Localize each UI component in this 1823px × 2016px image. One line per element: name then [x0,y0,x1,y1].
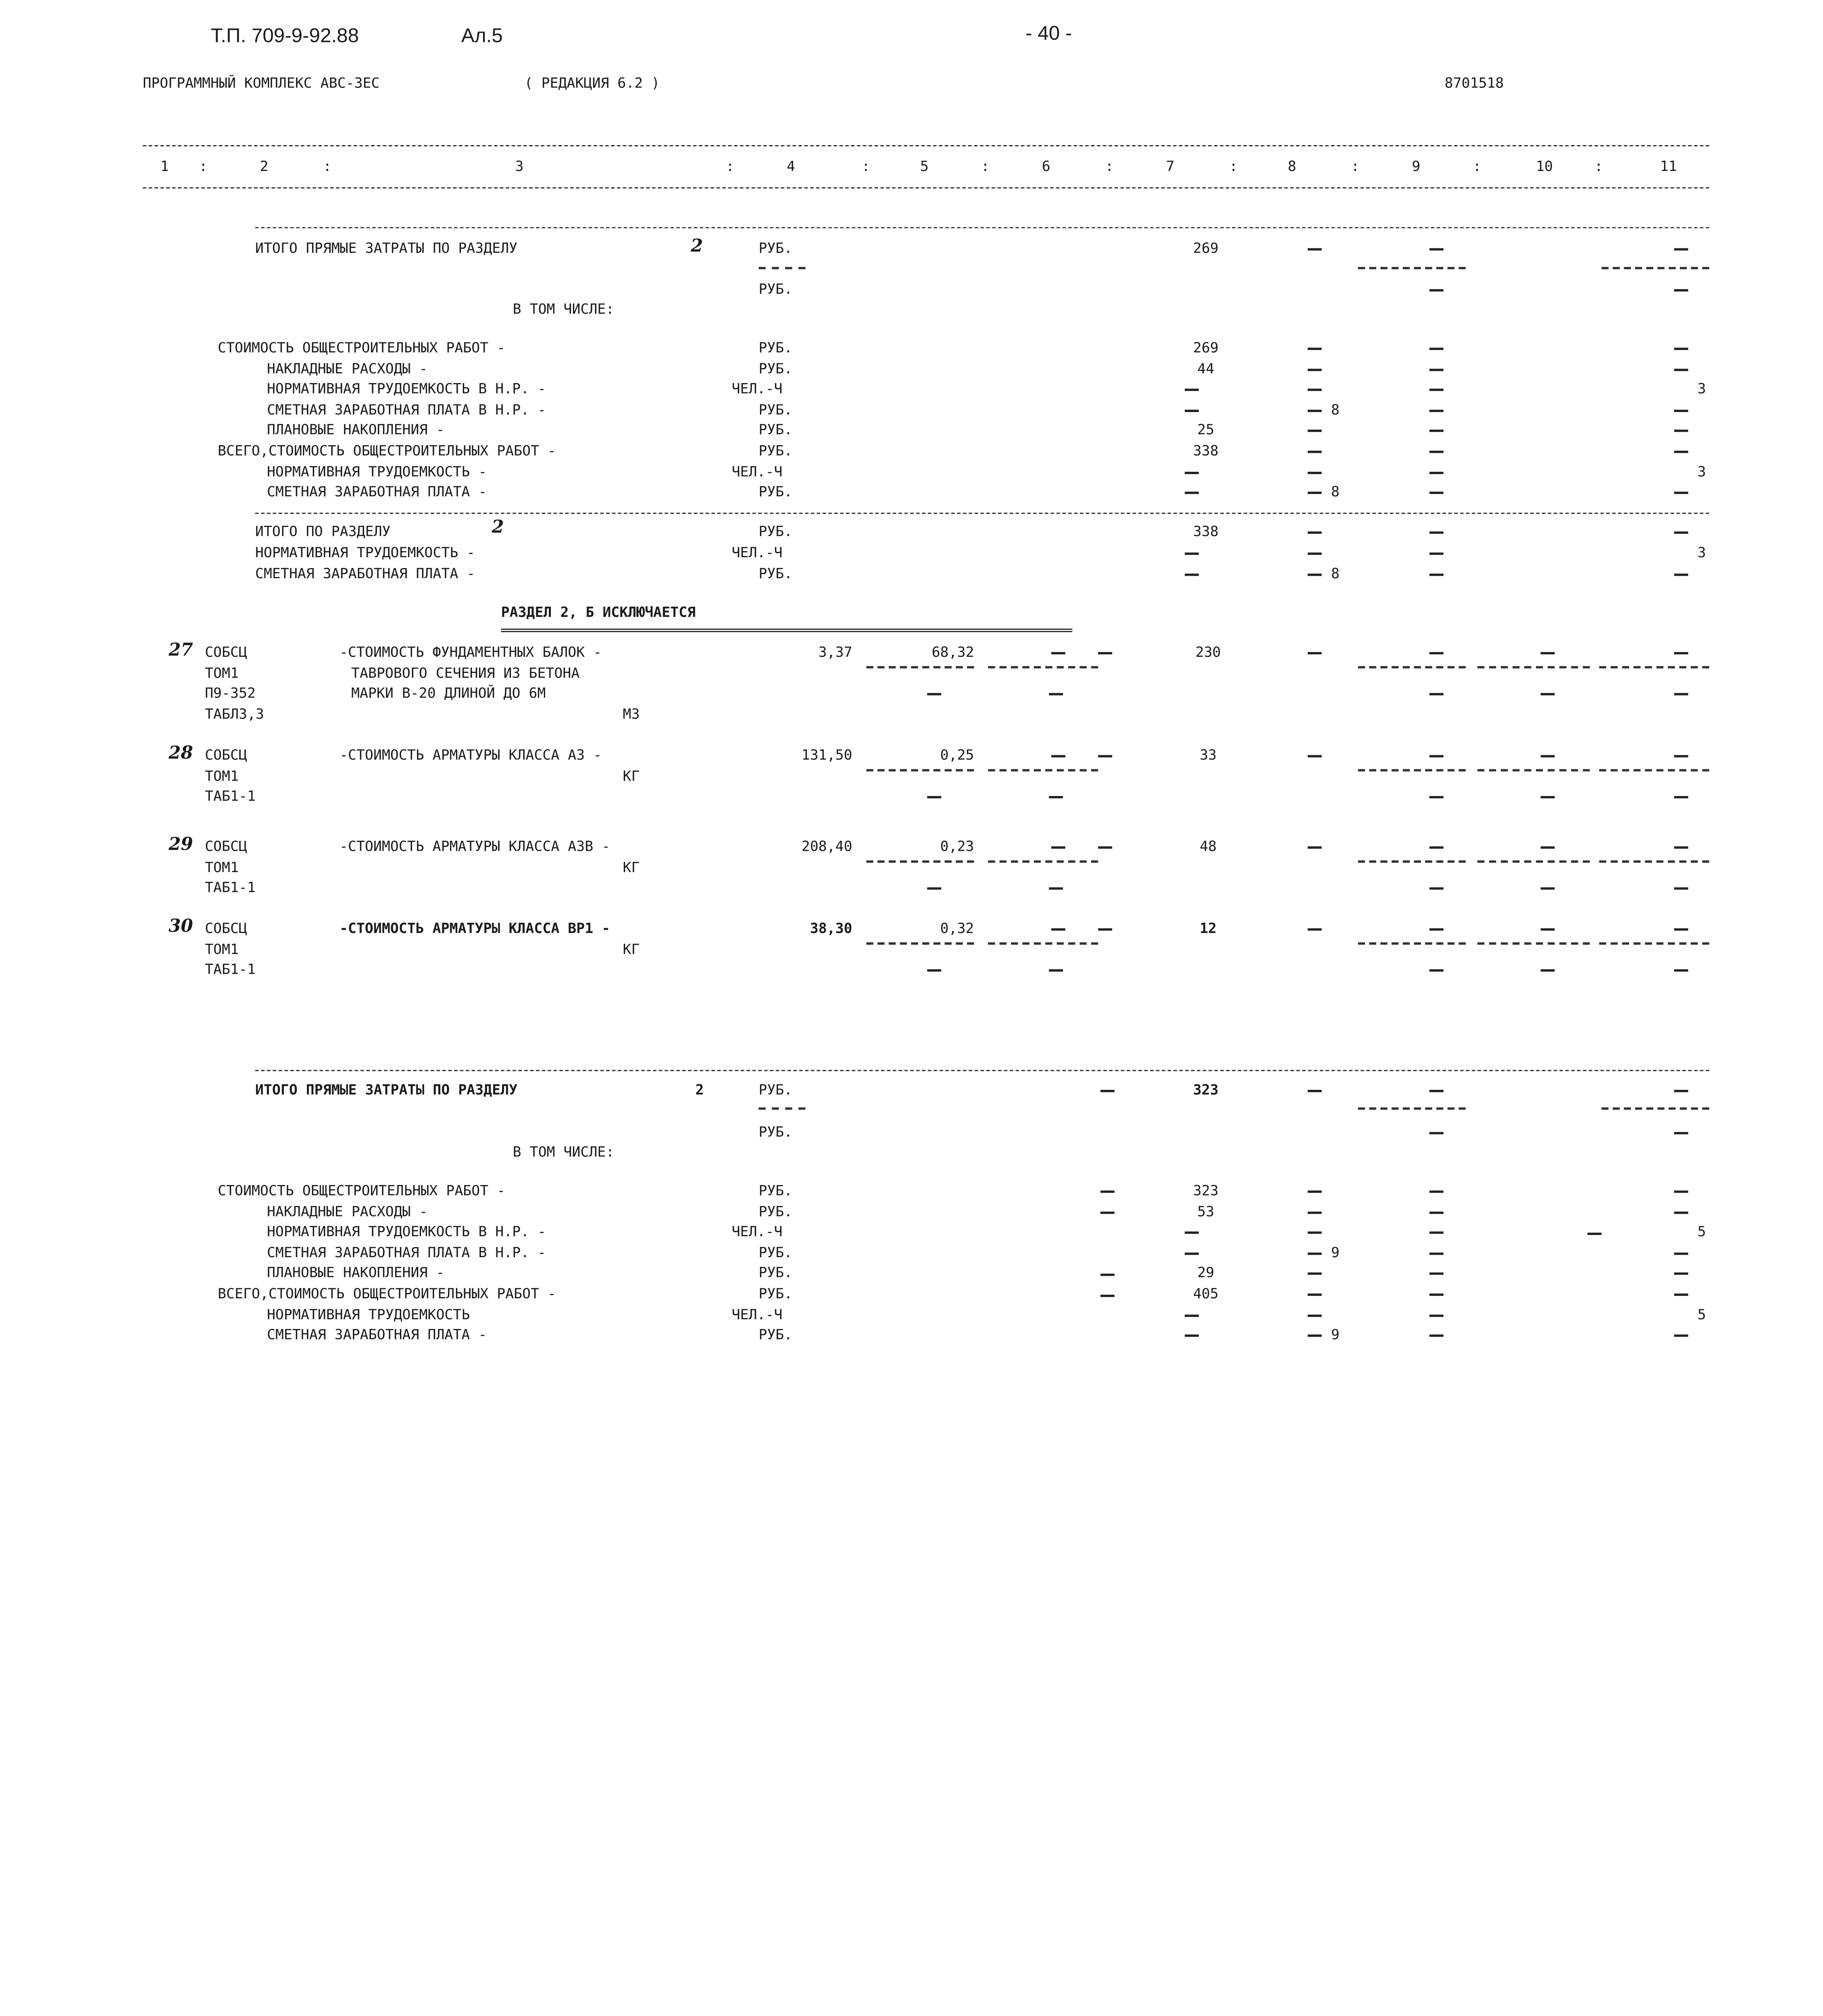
block2-top-rule [255,1070,1709,1071]
block1-top-rule [255,227,1709,228]
dash-mark [1049,796,1063,798]
summary-row-col7: 44 [1197,360,1215,377]
dash-mark [1674,368,1688,371]
underline-seg [866,769,974,771]
dash-mark [1429,1273,1444,1275]
dash-mark [1051,652,1065,654]
column-separator: : [199,158,208,175]
dash-mark [1674,1252,1688,1255]
program-label: ПРОГРАММНЫЙ КОМПЛЕКС АВС-3ЕС [143,75,380,92]
summary-row-col7: 323 [1193,1182,1219,1199]
item-desc-line: -СТОИМОСТЬ АРМАТУРЫ КЛАССА А3В - [339,838,610,855]
dash-mark [1308,1090,1322,1092]
item-code-line: ТАБ1-1 [205,961,256,978]
header-bottom-rule [143,187,1709,189]
dash-mark [1429,1191,1444,1193]
itogo-unit: РУБ. [758,523,793,540]
dash-mark [1185,574,1199,576]
dash-mark [927,693,941,696]
item-code-line: ТОМ1 [205,941,239,957]
underline-seg [1358,860,1466,863]
underline-seg [1599,666,1709,669]
album-label: Ал.5 [461,24,503,47]
dash-mark [1429,531,1444,534]
underline-seg [988,769,1098,771]
dash-mark [1429,1252,1444,1255]
dash-mark [1308,574,1322,576]
underline-seg [988,666,1098,669]
dash-mark [1541,693,1555,696]
itogo-zp-val: 8 [1331,565,1340,582]
underline-seg [1599,942,1709,945]
summary-row-label: СМЕТНАЯ ЗАРАБОТНАЯ ПЛАТА - [267,483,487,500]
dash-mark [1429,552,1444,555]
summary-row-unit: РУБ. [758,442,793,459]
dash-mark [1541,887,1555,890]
dash-mark [1429,471,1444,474]
dash-mark [1541,928,1555,931]
dash-mark [1100,1212,1115,1214]
item-code-line: СОБСЦ [205,644,247,660]
underline-seg [1599,769,1709,771]
dash-mark [1674,693,1688,696]
item-number: 29 [169,833,193,855]
summary-row-col8: 9 [1331,1326,1340,1343]
block1-title-unit: РУБ. [758,240,793,256]
item-code-line: СОБСЦ [205,920,247,937]
dash-mark [1049,969,1063,972]
dash-mark [1185,492,1199,494]
dash-mark [1429,1132,1444,1134]
itogo-label: ИТОГО ПО РАЗДЕЛУ [255,523,391,540]
dash-mark [1308,451,1322,453]
dash-mark [1674,1191,1688,1193]
dash-mark [1588,1233,1602,1235]
block2-section-num: 2 [695,1081,704,1098]
item-number: 27 [169,639,193,660]
dash-mark [1429,430,1444,433]
underline-seg [1477,666,1590,669]
block2-title-unit2: РУБ. [758,1124,793,1140]
block2-title-unit: РУБ. [758,1081,793,1098]
summary-row-label: НАКЛАДНЫЕ РАСХОДЫ - [267,1203,428,1220]
summary-row-label: ВСЕГО,СТОИМОСТЬ ОБЩЕСТРОИТЕЛЬНЫХ РАБОТ - [218,1285,556,1302]
item-unit-price: 0,25 [940,747,974,763]
itogo-trud-label: НОРМАТИВНАЯ ТРУДОЕМКОСТЬ - [255,544,475,561]
dash-mark [1541,846,1555,849]
dash-mark [1429,1293,1444,1296]
summary-row-col8: 8 [1331,483,1340,500]
summary-row-col7: 53 [1197,1203,1215,1220]
dash-mark [1674,796,1688,798]
item-quantity: 3,37 [818,644,852,660]
block2-v-tom-chisle: В ТОМ ЧИСЛЕ: [513,1143,615,1160]
column-number-1: 1 [160,158,169,175]
dash-mark [1429,652,1444,654]
dash-mark [1098,755,1112,758]
dash-mark [1100,1090,1115,1092]
underline-seg [758,267,805,269]
summary-row-label: СТОИМОСТЬ ОБЩЕСТРОИТЕЛЬНЫХ РАБОТ - [218,339,506,356]
dash-mark [1429,348,1444,350]
item-code-line: СОБСЦ [205,838,247,855]
itogo-zp-label: СМЕТНАЯ ЗАРАБОТНАЯ ПЛАТА - [255,565,475,582]
dash-mark [1098,652,1112,654]
item-number: 28 [169,742,193,763]
summary-row-label: НОРМАТИВНАЯ ТРУДОЕМКОСТЬ - [267,463,487,480]
item-code-line: ТОМ1 [205,858,239,875]
summary-row-col7: 338 [1193,442,1219,459]
dash-mark [1308,389,1322,391]
summary-row-unit: РУБ. [758,339,793,356]
column-separator: : [1105,158,1114,175]
dash-mark [1674,574,1688,576]
underline-seg [866,942,974,945]
itogo-total: 338 [1193,523,1219,540]
column-number-10: 10 [1536,158,1553,175]
block1-total: 269 [1193,240,1219,256]
underline-seg [866,666,974,669]
column-number-7: 7 [1166,158,1175,175]
summary-row-unit: ЧЕЛ.-Ч [731,381,783,397]
summary-row-col7: 405 [1193,1285,1219,1302]
item-desc-line: -СТОИМОСТЬ ФУНДАМЕНТНЫХ БАЛОК - [339,644,602,660]
underline-seg [1358,1108,1466,1110]
dash-mark [1308,492,1322,494]
summary-row-unit: РУБ. [758,1285,793,1302]
dash-mark [1541,652,1555,654]
item-desc-line: МАРКИ В-20 ДЛИНОЙ ДО 6М [351,685,546,702]
dash-mark [1098,928,1112,931]
item-desc-line: КГ [623,858,640,875]
summary-row-unit: РУБ. [758,1203,793,1220]
dash-mark [1674,430,1688,433]
underline-seg [988,860,1098,863]
dash-mark [1541,796,1555,798]
summary-row-col8: 8 [1331,401,1340,418]
dash-mark [1429,969,1444,972]
dash-mark [1674,348,1688,350]
dash-mark [1429,574,1444,576]
underline-seg [758,1108,805,1110]
page-number: - 40 - [1025,22,1072,45]
item-code-line: ТОМ1 [205,664,239,681]
summary-row-col11: 5 [1697,1306,1706,1322]
dash-mark [1429,755,1444,758]
column-number-5: 5 [920,158,929,175]
dash-mark [1185,389,1199,391]
item-quantity: 131,50 [801,747,852,763]
dash-mark [1100,1191,1115,1193]
itogo-trud-unit: ЧЕЛ.-Ч [731,544,783,561]
dash-mark [1429,248,1444,250]
summary-row-unit: РУБ. [758,1326,793,1343]
dash-mark [1185,1252,1199,1255]
dash-mark [927,796,941,798]
summary-row-unit: РУБ. [758,401,793,418]
dash-mark [1429,846,1444,849]
edition-label: ( РЕДАКЦИЯ 6.2 ) [524,75,660,92]
block1-v-tom-chisle: В ТОМ ЧИСЛЕ: [513,301,615,317]
summary-row-col7: 29 [1197,1264,1215,1281]
item-unit-price: 0,32 [940,920,974,937]
underline-seg [1358,942,1466,945]
item-unit-price: 68,32 [931,644,974,660]
dash-mark [1308,846,1322,849]
summary-row-col11: 5 [1697,1223,1706,1240]
column-number-8: 8 [1288,158,1296,175]
column-number-2: 2 [260,158,269,175]
summary-row-unit: РУБ. [758,1244,793,1261]
dash-mark [1429,1314,1444,1316]
summary-row-col11: 3 [1697,381,1706,397]
dash-mark [1051,755,1065,758]
underline-seg [1358,769,1466,771]
dash-mark [1308,471,1322,474]
dash-mark [1429,1335,1444,1337]
dash-mark [1308,430,1322,433]
underline-seg [988,942,1098,945]
item-number: 30 [169,915,193,937]
dash-mark [1051,846,1065,849]
dash-mark [1429,492,1444,494]
dash-mark [1674,887,1688,890]
dash-mark [1674,451,1688,453]
summary-row-label: ВСЕГО,СТОИМОСТЬ ОБЩЕСТРОИТЕЛЬНЫХ РАБОТ - [218,442,556,459]
summary-row-label: НОРМАТИВНАЯ ТРУДОЕМКОСТЬ В Н.Р. - [267,1223,546,1240]
summary-row-label: НОРМАТИВНАЯ ТРУДОЕМКОСТЬ [267,1306,470,1322]
dash-mark [1049,887,1063,890]
doc-id: 8701518 [1444,75,1504,92]
dash-mark [1429,368,1444,371]
summary-row-unit: ЧЕЛ.-Ч [731,1223,783,1240]
summary-row-label: НАКЛАДНЫЕ РАСХОДЫ - [267,360,428,377]
dash-mark [1429,410,1444,412]
dash-mark [1185,1232,1199,1234]
dash-mark [1674,1335,1688,1337]
dash-mark [1308,531,1322,534]
column-number-3: 3 [515,158,524,175]
dash-mark [1098,846,1112,849]
dash-mark [1308,1273,1322,1275]
section-header: РАЗДЕЛ 2, Б ИСКЛЮЧАЕТСЯ [501,604,696,621]
underline-seg [1477,769,1590,771]
column-separator: : [981,158,990,175]
item-code-line: П9-352 [205,685,256,702]
dash-mark [1308,348,1322,350]
underline-seg [1602,267,1709,269]
dash-mark [1674,652,1688,654]
summary-row-label: СТОИМОСТЬ ОБЩЕСТРОИТЕЛЬНЫХ РАБОТ - [218,1182,506,1199]
item-code-line: СОБСЦ [205,747,247,763]
summary-row-label: ПЛАНОВЫЕ НАКОПЛЕНИЯ - [267,422,445,438]
block1-section-num: 2 [690,235,703,256]
summary-row-col8: 9 [1331,1244,1340,1261]
section-header-underline [501,629,1073,632]
item-desc-line: -СТОИМОСТЬ АРМАТУРЫ КЛАССА А3 - [339,747,602,763]
summary-row-label: СМЕТНАЯ ЗАРАБОТНАЯ ПЛАТА - [267,1326,487,1343]
summary-row-col7: 269 [1193,339,1219,356]
item-unit-price: 0,23 [940,838,974,855]
dash-mark [1185,1335,1199,1337]
dash-mark [1674,1211,1688,1214]
dash-mark [1674,755,1688,758]
summary-row-unit: РУБ. [758,422,793,438]
summary-row-unit: ЧЕЛ.-Ч [731,1306,783,1322]
dash-mark [1308,368,1322,371]
dash-mark [1185,552,1199,555]
summary-row-unit: РУБ. [758,483,793,500]
summary-row-label: СМЕТНАЯ ЗАРАБОТНАЯ ПЛАТА В Н.Р. - [267,1244,546,1261]
item-total: 48 [1200,838,1217,855]
dash-mark [1674,492,1688,494]
dash-mark [1674,1273,1688,1275]
dash-mark [1429,289,1444,292]
dash-mark [1308,652,1322,654]
dash-mark [1429,796,1444,798]
itogo-trud-val: 3 [1697,544,1706,561]
dash-mark [1429,887,1444,890]
column-separator: : [1229,158,1238,175]
item-code-line: ТАБЛ3,3 [205,706,264,722]
dash-mark [1429,1090,1444,1092]
summary-row-label: ПЛАНОВЫЕ НАКОПЛЕНИЯ - [267,1264,445,1281]
underline-seg [866,860,974,863]
underline-seg [1358,666,1466,669]
dash-mark [1429,928,1444,931]
dash-mark [1308,1252,1322,1255]
dash-mark [1674,969,1688,972]
itogo-zp-unit: РУБ. [758,565,793,582]
summary-row-unit: РУБ. [758,360,793,377]
block1-title: ИТОГО ПРЯМЫЕ ЗАТРАТЫ ПО РАЗДЕЛУ [255,240,518,256]
dash-mark [1049,693,1063,696]
summary-row-unit: ЧЕЛ.-Ч [731,463,783,480]
dash-mark [1674,531,1688,534]
item-desc-line: ТАВРОВОГО СЕЧЕНИЯ ИЗ БЕТОНА [351,664,580,681]
dash-mark [1429,451,1444,453]
item-desc-line: КГ [623,941,640,957]
underline-seg [1602,1108,1709,1110]
column-number-4: 4 [787,158,796,175]
item-desc-line: КГ [623,767,640,784]
dash-mark [1185,410,1199,412]
item-desc-line: -СТОИМОСТЬ АРМАТУРЫ КЛАССА ВР1 - [339,920,610,937]
dash-mark [1100,1295,1115,1297]
dash-mark [1308,1191,1322,1193]
dash-mark [1674,928,1688,931]
header-top-rule [143,145,1709,146]
dash-mark [1308,1335,1322,1337]
dash-mark [1429,693,1444,696]
summary-row-label: СМЕТНАЯ ЗАРАБОТНАЯ ПЛАТА В Н.Р. - [267,401,546,418]
underline-seg [1477,860,1590,863]
dash-mark [1674,289,1688,292]
dash-mark [1051,928,1065,931]
dash-mark [1541,755,1555,758]
column-separator: : [861,158,870,175]
dash-mark [1308,1314,1322,1316]
dash-mark [1308,1232,1322,1234]
dash-mark [927,887,941,890]
dash-mark [927,969,941,972]
dash-mark [1541,969,1555,972]
dash-mark [1674,1132,1688,1134]
dash-mark [1308,552,1322,555]
dash-mark [1674,1090,1688,1092]
dash-mark [1674,1293,1688,1296]
dash-mark [1308,1211,1322,1214]
summary-row-col7: 25 [1197,422,1215,438]
item-code-line: ТАБ1-1 [205,879,256,896]
item-total: 12 [1200,920,1217,937]
dash-mark [1308,1293,1322,1296]
dash-mark [1100,1274,1115,1276]
dash-mark [1308,248,1322,250]
block2-total: 323 [1193,1081,1219,1098]
underline-seg [1358,267,1466,269]
summary-row-unit: РУБ. [758,1182,793,1199]
column-number-9: 9 [1412,158,1421,175]
dash-mark [1308,755,1322,758]
doc-code: Т.П. 709-9-92.88 [210,24,359,47]
underline-seg [1477,942,1590,945]
item-code-line: ТАБ1-1 [205,788,256,805]
item-total: 230 [1195,644,1221,660]
dash-mark [1429,389,1444,391]
summary-row-unit: РУБ. [758,1264,793,1281]
dash-mark [1308,928,1322,931]
item-quantity: 38,30 [810,920,852,937]
column-number-11: 11 [1660,158,1677,175]
column-separator: : [1594,158,1603,175]
dash-mark [1674,846,1688,849]
dash-mark [1429,1211,1444,1214]
column-number-6: 6 [1042,158,1050,175]
underline-seg [1599,860,1709,863]
column-separator: : [323,158,332,175]
block1-title-unit2: РУБ. [758,281,793,298]
column-separator: : [1473,158,1481,175]
summary-row-col11: 3 [1697,463,1706,480]
column-separator: : [1351,158,1360,175]
item-desc-line: М3 [623,706,640,722]
item-quantity: 208,40 [801,838,852,855]
column-separator: : [726,158,735,175]
item-total: 33 [1200,747,1217,763]
dash-mark [1185,1314,1199,1316]
dash-mark [1674,410,1688,412]
dash-mark [1429,1232,1444,1234]
dash-mark [1185,471,1199,474]
dash-mark [1674,248,1688,250]
item-code-line: ТОМ1 [205,767,239,784]
block2-title: ИТОГО ПРЯМЫЕ ЗАТРАТЫ ПО РАЗДЕЛУ [255,1081,518,1098]
dash-mark [1308,410,1322,412]
itogo-rule [255,513,1709,514]
summary-row-label: НОРМАТИВНАЯ ТРУДОЕМКОСТЬ В Н.Р. - [267,381,546,397]
itogo-num: 2 [492,516,504,537]
